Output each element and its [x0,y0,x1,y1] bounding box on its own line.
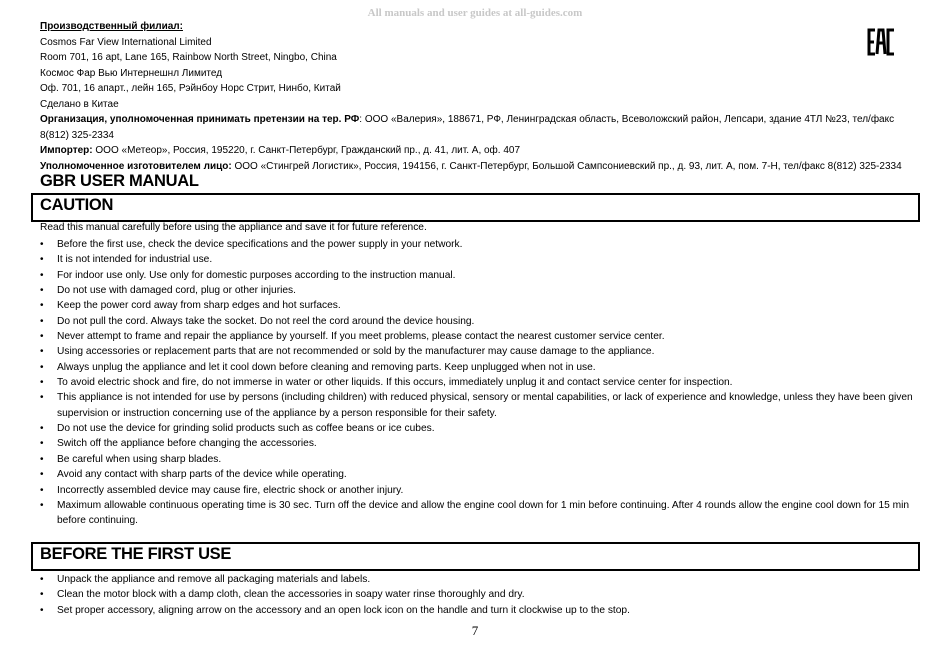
list-item: • Always unplug the appliance and let it cool down before cleaning and removing parts. Keep unplugged when not in use. [40,360,920,375]
header-line: Сделано в Китае [40,98,119,110]
list-item: • Clean the motor block with a damp cloth, clean the accessories in soapy water rinse thoroughly and dry. [40,587,920,602]
list-item: • Using accessories or replacement parts that are not recommended or sold by the manufacturer may cause damage to the appliance. [40,344,920,359]
list-item: • Do not pull the cord. Always take the socket. Do not reel the cord around the device housing. [40,314,920,329]
eac-icon [866,26,898,58]
first-use-list [40,572,920,618]
header-line: Оф. 701, 16 апарт., лейн 165, Рэйнбоу Норс Стрит, Нинбо, Китай [40,83,341,94]
caution-heading-box [31,193,920,222]
list-item: • Unpack the appliance and remove all packaging materials and labels. [40,572,920,587]
manufacturer-info [40,19,920,174]
list-item: • Switch off the appliance before changing the accessories. [40,436,920,451]
header-line: Космос Фар Вью Интернешнл Лимитед [40,67,223,79]
list-item: • Avoid any contact with sharp parts of the device while operating. [40,467,920,482]
list-item: • Do not use with damaged cord, plug or other injuries. [40,283,920,298]
header-line: Cosmos Far View International Limited [40,36,212,48]
list-item: • Set proper accessory, aligning arrow on the accessory and an open lock icon on the handle and turn it clockwise up to the stop. [40,603,920,618]
authorized-text: ООО «Стингрей Логистик», Россия, 194156, г. Санкт-Петербург, Большой Сампсониевский пр., д. 93, лит. А, пом. 7-Н, тел/факс 8(812) 325-2334 [231,160,902,172]
plant-label: Производственный филиал: [40,21,183,32]
list-item: • Maximum allowable continuous operating time is 30 sec. Turn off the device and allow the engine cool down for 1 min before continuing. After 4 rounds allow the engine cool down for 15 min before continuing. [40,498,920,529]
page-number: 7 [471,623,479,638]
list-item: • Never attempt to frame and repair the appliance by yourself. If you meet problems, please contact the nearest customer service center. [40,329,920,344]
caution-heading: CAUTION [40,196,114,214]
list-item: • This appliance is not intended for use by persons (including children) with reduced physical, sensory or mental capabilities, or lack of experience and knowledge, unless they have been given supervision or instruction concerning use of the appliance by a person responsible for their safety. [40,390,920,421]
manual-title: GBR USER MANUAL [40,172,199,190]
caution-intro: Read this manual carefully before using the appliance and save it for future reference. [40,222,427,233]
org-line [40,112,920,143]
org-text: : ООО «Валерия», 188671, РФ, Ленинградская область, Всеволожский район, Лепсари, здание 4ТЛ №23, тел/факс 8(812) 325-2334 [40,114,895,141]
importer-line [40,143,920,159]
watermark: All manuals and user guides at all-guides.com [367,7,583,19]
header-line: Room 701, 16 apt, Lane 165, Rainbow North Street, Ningbo, China [40,52,337,63]
list-item: • To avoid electric shock and fire, do not immerse in water or other liquids. If this occurs, immediately unplug it and contact service center for inspection. [40,375,920,390]
authorized-label: Уполномоченное изготовителем лицо: [40,160,232,172]
list-item: • For indoor use only. Use only for domestic purposes according to the instruction manual. [40,268,920,283]
list-item: • It is not intended for industrial use. [40,252,920,267]
list-item: • Incorrectly assembled device may cause fire, electric shock or another injury. [40,483,920,498]
importer-text: ООО «Метеор», Россия, 195220, г. Санкт-Петербург, Гражданский пр., д. 41, лит. А, оф. 407 [92,145,521,156]
first-use-heading-box [31,542,920,571]
org-label: Организация, уполномоченная принимать претензии на тер. РФ [40,114,360,125]
list-item: • Do not use the device for grinding solid products such as coffee beans or ice cubes. [40,421,920,436]
list-item: • Keep the power cord away from sharp edges and hot surfaces. [40,298,920,313]
first-use-heading: BEFORE THE FIRST USE [40,545,232,563]
caution-list [40,237,920,529]
list-item: • Before the first use, check the device specifications and the power supply in your network. [40,237,920,252]
importer-label: Импортер: [40,145,93,156]
list-item: • Be careful when using sharp blades. [40,452,920,467]
